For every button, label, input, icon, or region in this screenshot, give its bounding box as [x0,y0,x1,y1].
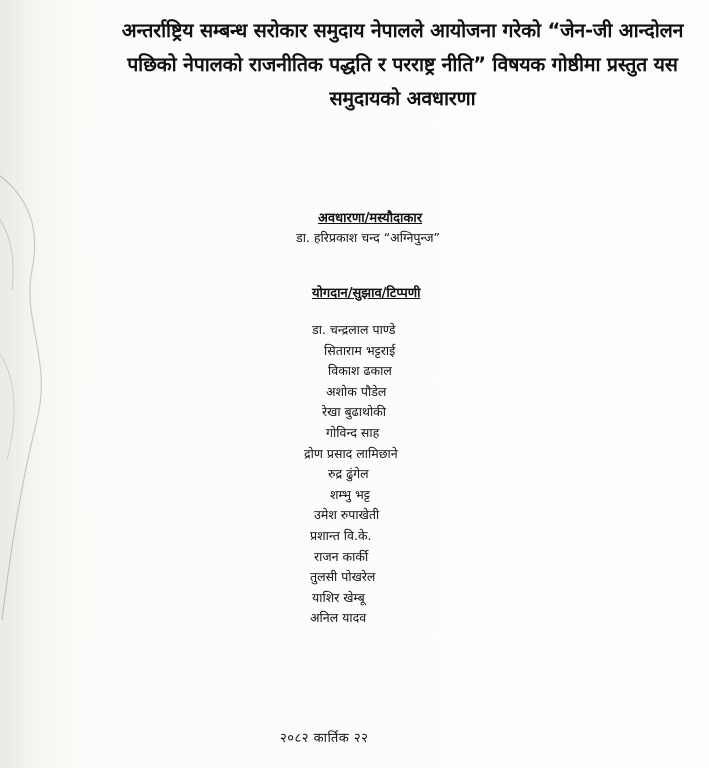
drafter-heading: अवधारणा/मस्यौदाकार [318,211,423,226]
list-item: अशोक पौडेल [326,383,387,399]
list-item: तुलसी पोखरेल [310,569,376,585]
list-item: गोविन्द साह [326,424,380,440]
list-item: याशिर खेम्बू [312,589,365,605]
list-item: रेखा बुढाथोकी [322,404,387,420]
list-item: द्रोण प्रसाद लामिछाने [304,445,398,461]
document-date: २०८२ कार्तिक २२ [280,731,369,746]
list-item: शम्भु भट्ट [330,486,370,502]
drafter-name: डा. हरिप्रकाश चन्द “अग्निपुन्ज” [296,230,440,245]
list-item: रुद्र ढुंगेल [328,466,369,482]
contributors-list [290,320,450,629]
title-line: अन्तर्राष्ट्रिय सम्बन्ध सरोकार समुदाय नेपालले आयोजना गरेको “जेन-जी आन्दोलन [121,19,684,42]
list-item: विकाश ढकाल [328,363,392,379]
document-title [115,14,690,116]
list-item: प्रशान्त वि.के. [310,527,372,543]
list-item: उमेश रुपाखेती [314,507,380,523]
contributors-heading: योगदान/सुझाव/टिप्पणी [312,286,421,301]
list-item: राजन कार्की [314,548,369,564]
list-item: सिताराम भट्टराई [324,342,396,358]
title-line: पछिको नेपालको राजनीतिक पद्धति र परराष्ट्र नीति” विषयक गोष्ठीमा प्रस्तुत यस [127,53,678,76]
list-item: डा. चन्द्रलाल पाण्डे [312,322,396,337]
scan-bleed-artifact [0,160,62,630]
title-line: समुदायको अवधारणा [329,87,476,110]
list-item: अनिल यादव [310,610,367,626]
